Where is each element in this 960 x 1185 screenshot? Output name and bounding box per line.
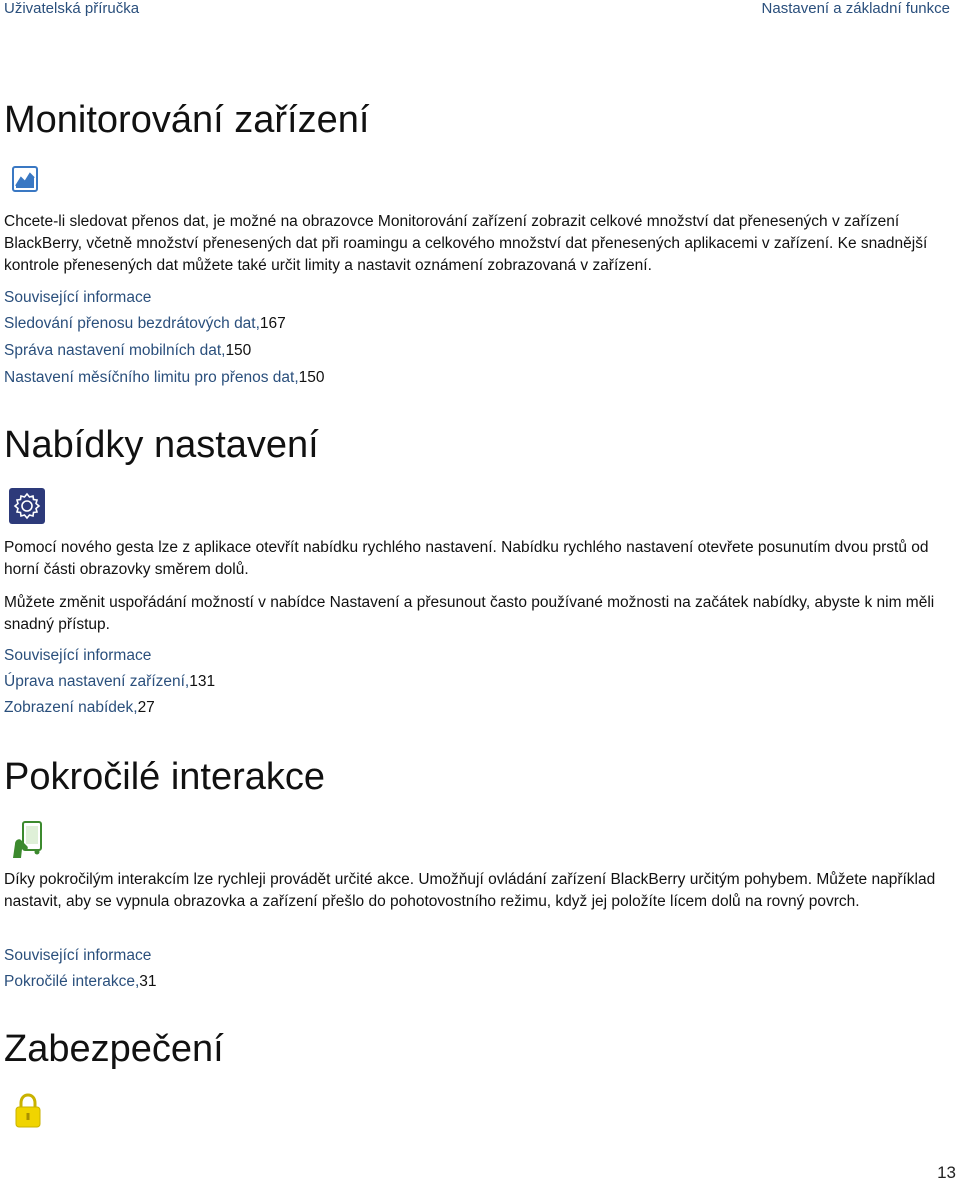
advanced-paragraph: Díky pokročilým interakcím lze rychleji provádět určité akce. Umožňují ovládání zařízení BlackBerry určitým pohybem. Můžete například nastavit, aby se vypnula obrazovka a zařízení přešlo do pohotovostního režimu, když jej položíte lícem dolů na rovný povrch.: [4, 871, 936, 910]
related-link[interactable]: Zobrazení nabídek,: [4, 699, 138, 716]
section-title-advanced-interactions: Pokročilé interakce: [4, 756, 326, 798]
related-link-row[interactable]: [4, 367, 325, 389]
related-link[interactable]: Úprava nastavení zařízení,: [4, 673, 190, 690]
related-link-page: 167: [259, 315, 286, 332]
related-link-row[interactable]: [4, 971, 157, 993]
hand-device-icon: [9, 820, 45, 856]
lock-icon: [14, 1093, 50, 1129]
header-manual-title: Uživatelská příručka: [4, 0, 140, 17]
related-link[interactable]: Pokročilé interakce,: [4, 973, 140, 990]
monitoring-related-title: Související informace: [4, 289, 152, 306]
related-link-page: 31: [139, 973, 157, 990]
settings-paragraph-2: Můžete změnit uspořádání možností v nabídce Nastavení a přesunout často používané možnosti na začátek nabídky, abyste k nim měli snadný přístup.: [4, 594, 935, 633]
related-link-page: 150: [298, 369, 325, 386]
related-link-row[interactable]: [4, 340, 251, 362]
page-number: 13: [937, 1163, 956, 1182]
related-link-page: 150: [225, 342, 252, 359]
related-link-page: 27: [137, 699, 155, 716]
related-link-row[interactable]: [4, 313, 286, 335]
section-title-security: Zabezpečení: [4, 1028, 224, 1070]
related-link-page: 131: [189, 673, 216, 690]
section-title-monitoring: Monitorování zařízení: [4, 99, 370, 141]
related-link[interactable]: Správa nastavení mobilních dat,: [4, 342, 226, 359]
advanced-related-title: Související informace: [4, 947, 152, 964]
related-link-row[interactable]: [4, 671, 215, 693]
header-chapter-title: Nastavení a základní funkce: [761, 0, 950, 17]
settings-paragraph-1: Pomocí nového gesta lze z aplikace otevřít nabídku rychlého nastavení. Nabídku rychlého nastavení otevřete posunutím dvou prstů od horní části obrazovky směrem dolů.: [4, 539, 929, 578]
settings-related-title: Související informace: [4, 647, 152, 664]
related-link-row[interactable]: [4, 697, 155, 719]
section-title-settings-menu: Nabídky nastavení: [4, 424, 319, 466]
gear-icon: [9, 488, 45, 524]
related-link[interactable]: Sledování přenosu bezdrátových dat,: [4, 315, 260, 332]
monitoring-paragraph: Chcete-li sledovat přenos dat, je možné na obrazovce Monitorování zařízení zobrazit celkové množství dat přenesených v zařízení BlackBerry, včetně množství přenesených dat při roamingu a celkového množství dat přenesených aplikacemi v zařízení. Ke snadnější kontrole přenesených dat můžete také určit limity a nastavit oznámení zobrazovaná v zařízení.: [4, 213, 928, 274]
chart-icon: [12, 166, 48, 202]
related-link[interactable]: Nastavení měsíčního limitu pro přenos dat,: [4, 369, 299, 386]
